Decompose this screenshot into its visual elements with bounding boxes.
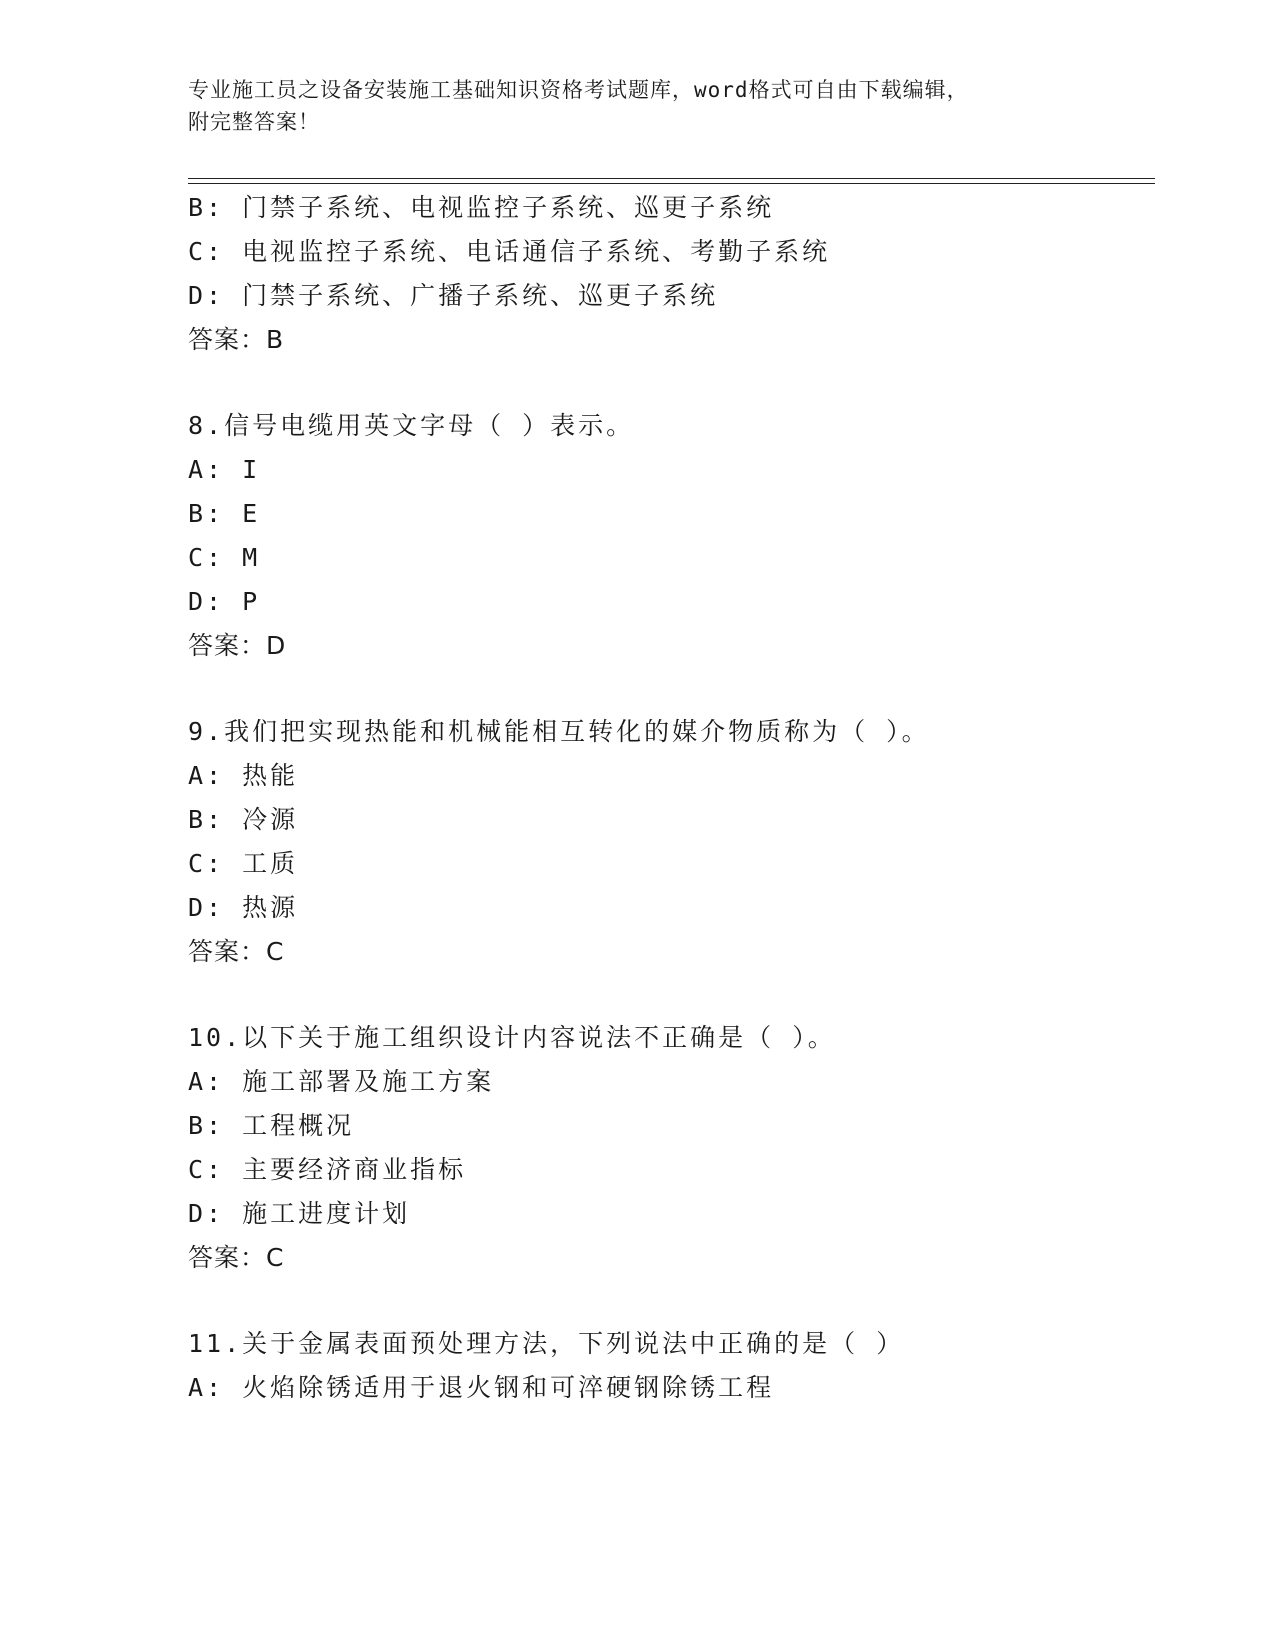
option-line: B: 工程概况 xyxy=(188,1111,355,1140)
option-line: B: 门禁子系统、电视监控子系统、巡更子系统 xyxy=(188,193,775,222)
option-line: C: M xyxy=(188,543,261,572)
option-line: D: 热源 xyxy=(188,893,299,922)
option-line: C: 主要经济商业指标 xyxy=(188,1155,467,1184)
option-line: C: 电视监控子系统、电话通信子系统、考勤子系统 xyxy=(188,237,831,266)
option-line: D: P xyxy=(188,587,261,616)
question-stem: 9.我们把实现热能和机械能相互转化的媒介物质称为（ ）。 xyxy=(188,717,930,746)
option-line: B: 冷源 xyxy=(188,805,299,834)
answer-line: 答案：C xyxy=(188,937,285,966)
option-line: C: 工质 xyxy=(188,849,299,878)
header-line-2: 附完整答案！ xyxy=(188,110,320,134)
option-line: A: I xyxy=(188,455,261,484)
header-divider-bottom xyxy=(188,183,1155,184)
answer-line: 答案：D xyxy=(188,631,287,660)
question-stem: 10.以下关于施工组织设计内容说法不正确是（ ）。 xyxy=(188,1023,836,1052)
option-line: D: 门禁子系统、广播子系统、巡更子系统 xyxy=(188,281,719,310)
header-line-1: 专业施工员之设备安装施工基础知识资格考试题库，word格式可自由下载编辑， xyxy=(188,78,969,102)
document-header xyxy=(188,74,1088,138)
question-stem: 8.信号电缆用英文字母（ ）表示。 xyxy=(188,411,635,440)
option-line: A: 热能 xyxy=(188,761,299,790)
header-divider-top xyxy=(188,178,1155,179)
option-line: A: 施工部署及施工方案 xyxy=(188,1067,495,1096)
answer-line: 答案：C xyxy=(188,1243,285,1272)
option-line: D: 施工进度计划 xyxy=(188,1199,411,1228)
option-line: A: 火焰除锈适用于退火钢和可淬硬钢除锈工程 xyxy=(188,1373,775,1402)
option-line: B: E xyxy=(188,499,261,528)
answer-line: 答案：B xyxy=(188,325,285,354)
question-stem: 11.关于金属表面预处理方法，下列说法中正确的是（ ） xyxy=(188,1329,905,1358)
